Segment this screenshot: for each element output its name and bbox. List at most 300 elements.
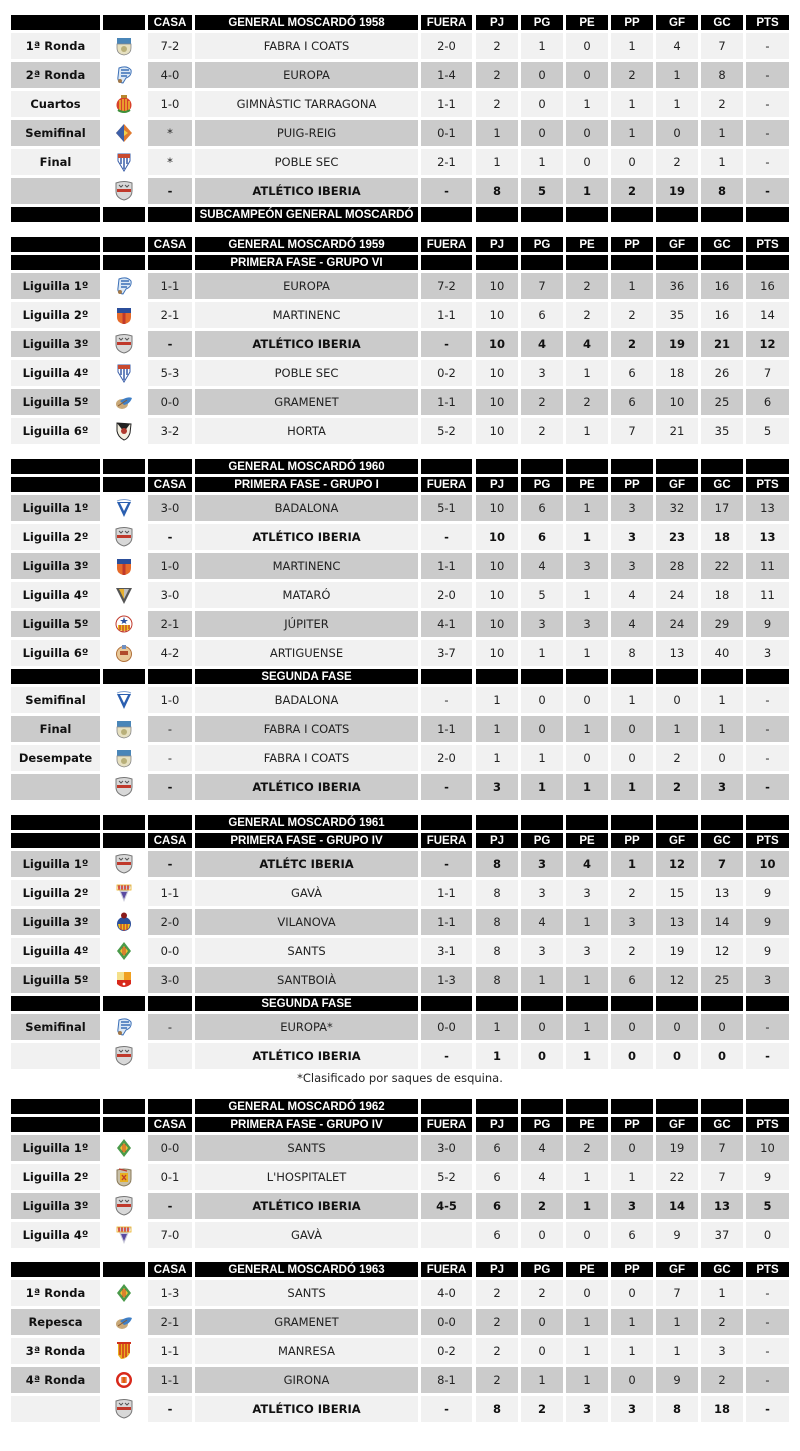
- header-pg: PG: [521, 1117, 563, 1132]
- cell-pe: 3: [566, 880, 608, 906]
- cell-team: SANTS: [195, 938, 418, 964]
- cell-pg: 5: [521, 582, 563, 608]
- gramenet-crest-icon: [115, 1312, 133, 1332]
- cell-pe: 0: [566, 687, 608, 713]
- cell-gf: 0: [656, 120, 698, 146]
- footnote: *Clasificado por saques de esquina.: [297, 1071, 503, 1085]
- cell-casa: -: [148, 1396, 192, 1422]
- table-row: [11, 611, 789, 637]
- cell-casa: 1-0: [148, 91, 192, 117]
- cell-pe: 0: [566, 1222, 608, 1248]
- table-row: [11, 360, 789, 386]
- header-blank: [701, 669, 743, 684]
- cell-pg: 2: [521, 1280, 563, 1306]
- cell-team: ATLÉTICO IBERIA: [195, 1396, 418, 1422]
- round-label: Liguilla 1º: [11, 851, 100, 877]
- cell-pts: 10: [746, 1135, 789, 1161]
- phase-title: PRIMERA FASE - GRUPO I: [195, 477, 418, 492]
- header-casa: CASA: [148, 15, 192, 30]
- cell-pj: 8: [476, 967, 518, 993]
- cell-pp: 2: [611, 62, 653, 88]
- cell-pe: 1: [566, 716, 608, 742]
- cell-team: GRAMENET: [195, 1309, 418, 1335]
- crest-cell: [103, 62, 145, 88]
- cell-gc: 35: [701, 418, 743, 444]
- table-row: [11, 33, 789, 59]
- artiguense-crest-icon: [115, 643, 133, 663]
- header-blank: [148, 996, 192, 1011]
- cell-pe: 4: [566, 851, 608, 877]
- cell-fuera: 0-0: [421, 1309, 472, 1335]
- round-label: [11, 774, 100, 800]
- cell-pts: -: [746, 1338, 789, 1364]
- cell-gf: 1: [656, 91, 698, 117]
- cell-pp: 4: [611, 611, 653, 637]
- header-blank: [746, 1099, 789, 1114]
- round-label: Liguilla 5º: [11, 967, 100, 993]
- europa-crest-icon: [115, 1017, 133, 1037]
- cell-pe: 1: [566, 582, 608, 608]
- cell-fuera: [421, 1222, 472, 1248]
- cell-pe: 1: [566, 1367, 608, 1393]
- cell-pj: 8: [476, 938, 518, 964]
- cell-pj: 6: [476, 1193, 518, 1219]
- round-label: [11, 178, 100, 204]
- header-blank: [746, 996, 789, 1011]
- cell-pp: 3: [611, 524, 653, 550]
- header-blank: [148, 1099, 192, 1114]
- cell-team: ATLÉTC IBERIA: [195, 851, 418, 877]
- cell-gc: 13: [701, 880, 743, 906]
- cell-pts: 5: [746, 418, 789, 444]
- phase-title: PRIMERA FASE - GRUPO IV: [195, 833, 418, 848]
- header-blank: [656, 459, 698, 474]
- table-row: [11, 62, 789, 88]
- cell-pg: 1: [521, 745, 563, 771]
- cell-pts: -: [746, 91, 789, 117]
- cell-gf: 21: [656, 418, 698, 444]
- cell-pg: 0: [521, 120, 563, 146]
- cell-pp: 6: [611, 389, 653, 415]
- crest-cell: [103, 611, 145, 637]
- cell-pj: 8: [476, 1396, 518, 1422]
- cell-pe: 1: [566, 524, 608, 550]
- cell-gc: 1: [701, 1280, 743, 1306]
- cell-team: FABRA I COATS: [195, 745, 418, 771]
- header-blank: [611, 459, 653, 474]
- header-pp: PP: [611, 833, 653, 848]
- header-gc: GC: [701, 15, 743, 30]
- header-pts: PTS: [746, 1262, 789, 1277]
- cell-pg: 4: [521, 1164, 563, 1190]
- round-label: 2ª Ronda: [11, 62, 100, 88]
- cell-pts: 11: [746, 582, 789, 608]
- cell-fuera: -: [421, 524, 472, 550]
- cell-pp: 3: [611, 553, 653, 579]
- header-blank: [746, 669, 789, 684]
- header-gc: GC: [701, 477, 743, 492]
- cell-pp: 1: [611, 273, 653, 299]
- cell-pts: 12: [746, 331, 789, 357]
- cell-fuera: -: [421, 331, 472, 357]
- cell-pe: 1: [566, 1338, 608, 1364]
- header-pe: PE: [566, 1262, 608, 1277]
- header-gf: GF: [656, 15, 698, 30]
- cell-pts: 9: [746, 938, 789, 964]
- europa-crest-icon: [115, 276, 133, 296]
- crest-cell: [103, 149, 145, 175]
- table-row: [11, 1309, 789, 1335]
- cell-pe: 0: [566, 745, 608, 771]
- cell-fuera: 0-0: [421, 1014, 472, 1040]
- header-blank: [476, 207, 518, 222]
- cell-gf: 7: [656, 1280, 698, 1306]
- cell-team: FABRA I COATS: [195, 716, 418, 742]
- cell-pe: 0: [566, 62, 608, 88]
- vilanova-crest-icon: [115, 912, 133, 932]
- header-blank: [103, 1117, 145, 1132]
- cell-pj: 1: [476, 120, 518, 146]
- cell-pj: 10: [476, 331, 518, 357]
- cell-pp: 1: [611, 851, 653, 877]
- cell-gf: 9: [656, 1367, 698, 1393]
- crest-cell: [103, 880, 145, 906]
- cell-pp: 6: [611, 1222, 653, 1248]
- table-row: [11, 880, 789, 906]
- cell-casa: 3-0: [148, 967, 192, 993]
- header-blank: [746, 459, 789, 474]
- cell-pts: 9: [746, 880, 789, 906]
- cell-pp: 1: [611, 120, 653, 146]
- header-blank: [476, 459, 518, 474]
- header-blank: [701, 996, 743, 1011]
- table-row: [11, 1396, 789, 1422]
- header-row: [11, 815, 789, 830]
- cell-pj: 10: [476, 553, 518, 579]
- cell-pg: 2: [521, 389, 563, 415]
- header-row: [11, 459, 789, 474]
- header-blank: [611, 815, 653, 830]
- cell-casa: 1-1: [148, 880, 192, 906]
- round-label: Semifinal: [11, 687, 100, 713]
- cell-team: GAVÀ: [195, 1222, 418, 1248]
- cell-casa: -: [148, 331, 192, 357]
- cell-team: EUROPA: [195, 62, 418, 88]
- crest-cell: [103, 967, 145, 993]
- cell-gf: 19: [656, 1135, 698, 1161]
- cell-fuera: 7-2: [421, 273, 472, 299]
- table-row: [11, 938, 789, 964]
- cell-pj: 1: [476, 745, 518, 771]
- cell-pts: -: [746, 120, 789, 146]
- cell-gc: 2: [701, 1309, 743, 1335]
- cell-pts: -: [746, 1309, 789, 1335]
- crest-cell: [103, 553, 145, 579]
- header-pp: PP: [611, 1262, 653, 1277]
- header-blank: [421, 459, 472, 474]
- cell-gf: 1: [656, 716, 698, 742]
- cell-casa: 2-0: [148, 909, 192, 935]
- header-row: [11, 1099, 789, 1114]
- header-blank: [11, 669, 100, 684]
- header-pj: PJ: [476, 833, 518, 848]
- crest-cell: [103, 1014, 145, 1040]
- cell-pts: -: [746, 149, 789, 175]
- header-pg: PG: [521, 237, 563, 252]
- hospitalet-crest-icon: [115, 1167, 133, 1187]
- cell-pp: 2: [611, 178, 653, 204]
- cell-gc: 25: [701, 389, 743, 415]
- round-label: Desempate: [11, 745, 100, 771]
- header-blank: [103, 477, 145, 492]
- header-blank: [746, 815, 789, 830]
- cell-pe: 0: [566, 149, 608, 175]
- header-blank: [521, 207, 563, 222]
- cell-pg: 1: [521, 149, 563, 175]
- cell-gf: 35: [656, 302, 698, 328]
- cell-pe: 2: [566, 389, 608, 415]
- cell-pj: 10: [476, 582, 518, 608]
- crest-cell: [103, 938, 145, 964]
- cell-team: ATLÉTICO IBERIA: [195, 331, 418, 357]
- cell-pj: 8: [476, 880, 518, 906]
- cell-pe: 1: [566, 1164, 608, 1190]
- table-title: GENERAL MOSCARDÓ 1962: [195, 1099, 418, 1114]
- cell-team: MATARÓ: [195, 582, 418, 608]
- standings-table: [11, 815, 789, 1088]
- cell-casa: -: [148, 851, 192, 877]
- cell-pe: 3: [566, 1396, 608, 1422]
- cell-fuera: 3-7: [421, 640, 472, 666]
- cell-fuera: 2-0: [421, 33, 472, 59]
- header-gf: GF: [656, 1117, 698, 1132]
- cell-pg: 0: [521, 1338, 563, 1364]
- cell-team: EUROPA: [195, 273, 418, 299]
- header-row: [11, 15, 789, 30]
- cell-pp: 0: [611, 1280, 653, 1306]
- cell-casa: 0-0: [148, 1135, 192, 1161]
- header-blank: [11, 477, 100, 492]
- table-row: [11, 331, 789, 357]
- header-blank: [521, 1099, 563, 1114]
- round-label: Cuartos: [11, 91, 100, 117]
- cell-pts: -: [746, 745, 789, 771]
- cell-pg: 4: [521, 909, 563, 935]
- cell-pg: 4: [521, 331, 563, 357]
- cell-gc: 37: [701, 1222, 743, 1248]
- cell-pg: 0: [521, 687, 563, 713]
- round-label: Liguilla 1º: [11, 273, 100, 299]
- cell-pp: 2: [611, 302, 653, 328]
- header-blank: [11, 207, 100, 222]
- header-blank: [476, 1099, 518, 1114]
- header-blank: [701, 255, 743, 270]
- header-blank: [566, 207, 608, 222]
- cell-pe: 1: [566, 774, 608, 800]
- cell-casa: 2-1: [148, 1309, 192, 1335]
- round-label: Liguilla 3º: [11, 909, 100, 935]
- cell-fuera: 1-1: [421, 909, 472, 935]
- cell-gc: 18: [701, 1396, 743, 1422]
- header-pts: PTS: [746, 477, 789, 492]
- crest-cell: [103, 360, 145, 386]
- europa-crest-icon: [115, 65, 133, 85]
- cell-pe: 3: [566, 611, 608, 637]
- header-fuera: FUERA: [421, 1262, 472, 1277]
- header-pj: PJ: [476, 477, 518, 492]
- cell-fuera: 1-1: [421, 716, 472, 742]
- cell-pj: 10: [476, 389, 518, 415]
- cell-fuera: 0-2: [421, 1338, 472, 1364]
- cell-pj: 3: [476, 774, 518, 800]
- table-row: [11, 687, 789, 713]
- header-pe: PE: [566, 833, 608, 848]
- cell-gf: 14: [656, 1193, 698, 1219]
- round-label: Liguilla 2º: [11, 1164, 100, 1190]
- round-label: Liguilla 5º: [11, 389, 100, 415]
- cell-pp: 2: [611, 880, 653, 906]
- header-blank: [656, 996, 698, 1011]
- cell-pj: 6: [476, 1135, 518, 1161]
- cell-pts: 10: [746, 851, 789, 877]
- header-blank: [611, 996, 653, 1011]
- header-blank: [566, 459, 608, 474]
- header-row: [11, 255, 789, 270]
- cell-gc: 1: [701, 149, 743, 175]
- table-row: [11, 495, 789, 521]
- cell-gf: 13: [656, 640, 698, 666]
- header-pts: PTS: [746, 15, 789, 30]
- poble-sec-crest-icon: [115, 152, 133, 172]
- cell-gc: 13: [701, 1193, 743, 1219]
- table-row: [11, 120, 789, 146]
- cell-casa: 2-1: [148, 611, 192, 637]
- table-row: [11, 1043, 789, 1069]
- cell-team: EUROPA*: [195, 1014, 418, 1040]
- header-blank: [521, 669, 563, 684]
- cell-gf: 2: [656, 149, 698, 175]
- cell-gf: 19: [656, 938, 698, 964]
- cell-casa: -: [148, 1014, 192, 1040]
- cell-pts: 16: [746, 273, 789, 299]
- cell-pts: 9: [746, 909, 789, 935]
- cell-pj: 10: [476, 611, 518, 637]
- cell-pg: 0: [521, 1222, 563, 1248]
- cell-gf: 4: [656, 33, 698, 59]
- cell-gc: 1: [701, 716, 743, 742]
- cell-gc: 21: [701, 331, 743, 357]
- cell-gc: 3: [701, 1338, 743, 1364]
- header-blank: [103, 833, 145, 848]
- header-blank: [421, 815, 472, 830]
- crest-cell: [103, 1043, 145, 1069]
- cell-pts: 9: [746, 611, 789, 637]
- cell-pp: 1: [611, 1164, 653, 1190]
- cell-casa: 0-1: [148, 1164, 192, 1190]
- cell-casa: *: [148, 120, 192, 146]
- crest-cell: [103, 1338, 145, 1364]
- table-row: [11, 774, 789, 800]
- atletico-iberia-crest-icon: [115, 854, 133, 874]
- cell-gf: 24: [656, 611, 698, 637]
- cell-pj: 10: [476, 524, 518, 550]
- cell-pj: 2: [476, 33, 518, 59]
- cell-casa: 7-0: [148, 1222, 192, 1248]
- cell-gc: 14: [701, 909, 743, 935]
- cell-pj: 2: [476, 1338, 518, 1364]
- header-fuera: FUERA: [421, 237, 472, 252]
- cell-pj: 1: [476, 149, 518, 175]
- cell-pe: 2: [566, 1135, 608, 1161]
- header-blank: [148, 459, 192, 474]
- table-row: [11, 909, 789, 935]
- cell-pp: 1: [611, 774, 653, 800]
- cell-team: JÚPITER: [195, 611, 418, 637]
- header-casa: CASA: [148, 237, 192, 252]
- header-blank: [746, 255, 789, 270]
- header-pts: PTS: [746, 237, 789, 252]
- cell-pts: 13: [746, 524, 789, 550]
- cell-pe: 1: [566, 1043, 608, 1069]
- cell-gf: 0: [656, 1043, 698, 1069]
- cell-pts: -: [746, 1043, 789, 1069]
- cell-pj: 2: [476, 1367, 518, 1393]
- cell-pp: 1: [611, 91, 653, 117]
- cell-team: SANTS: [195, 1135, 418, 1161]
- header-blank: [566, 1099, 608, 1114]
- cell-pts: 14: [746, 302, 789, 328]
- cell-pe: 1: [566, 91, 608, 117]
- cell-pg: 0: [521, 1309, 563, 1335]
- sants-crest-icon: [115, 941, 133, 961]
- table-row: [11, 1014, 789, 1040]
- puig-reig-crest-icon: [115, 123, 133, 143]
- cell-gf: 10: [656, 389, 698, 415]
- cell-pts: 9: [746, 1164, 789, 1190]
- crest-cell: [103, 745, 145, 771]
- crest-cell: [103, 331, 145, 357]
- round-label: Liguilla 1º: [11, 1135, 100, 1161]
- cell-pj: 8: [476, 909, 518, 935]
- header-blank: [701, 207, 743, 222]
- cell-pg: 1: [521, 967, 563, 993]
- cell-fuera: 3-0: [421, 1135, 472, 1161]
- table-row: [11, 1135, 789, 1161]
- table-row: [11, 389, 789, 415]
- cell-pg: 6: [521, 524, 563, 550]
- table-row: [11, 178, 789, 204]
- header-pg: PG: [521, 15, 563, 30]
- cell-fuera: 1-1: [421, 302, 472, 328]
- cell-casa: [148, 1043, 192, 1069]
- cell-casa: -: [148, 774, 192, 800]
- header-blank: [103, 255, 145, 270]
- header-blank: [656, 255, 698, 270]
- header-gf: GF: [656, 1262, 698, 1277]
- cell-team: ARTIGUENSE: [195, 640, 418, 666]
- cell-pp: 0: [611, 149, 653, 175]
- cell-team: ATLÉTICO IBERIA: [195, 524, 418, 550]
- header-blank: [103, 996, 145, 1011]
- cell-gf: 1: [656, 62, 698, 88]
- cell-gc: 7: [701, 1164, 743, 1190]
- cell-gf: 2: [656, 774, 698, 800]
- cell-pj: 2: [476, 91, 518, 117]
- header-pts: PTS: [746, 1117, 789, 1132]
- round-label: 1ª Ronda: [11, 33, 100, 59]
- cell-casa: 1-1: [148, 273, 192, 299]
- cell-pj: 10: [476, 302, 518, 328]
